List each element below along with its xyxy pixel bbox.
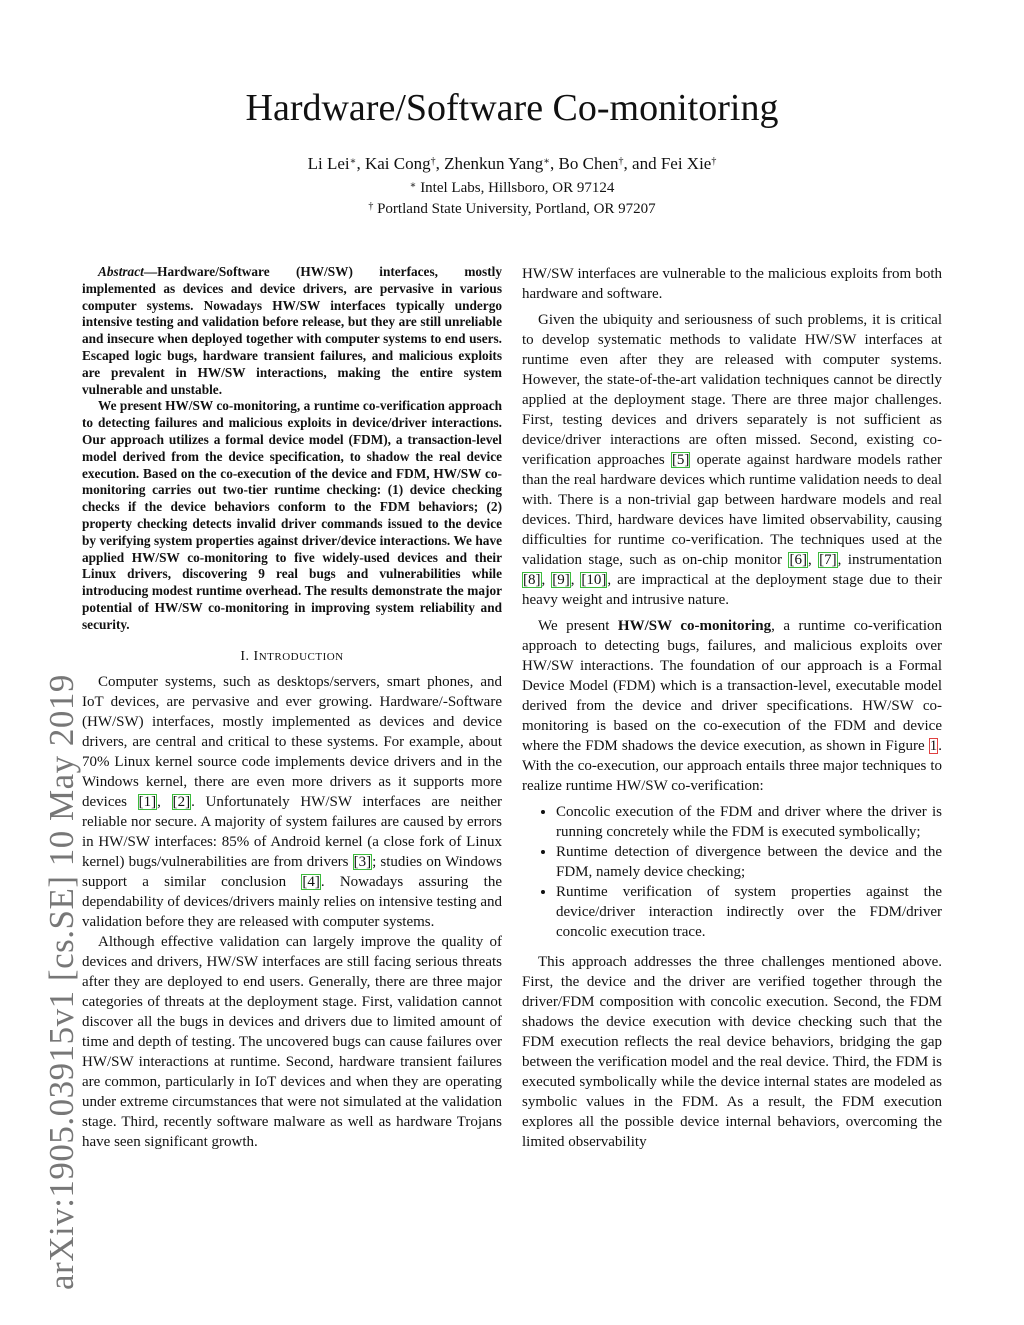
author-separator: , (356, 154, 365, 173)
author-name: Fei Xie (660, 154, 712, 173)
author-mark: † (618, 156, 624, 167)
text-run: . Unfortunately HW/SW interfaces are neither reliable nor secure. A majority of system failures are caused by errors in HW/SW interfaces: 85% of Android kernel (a close fork of Linux kernel) bugs/vulnerabilities are from drivers (82, 793, 503, 870)
text-run: , (157, 793, 172, 810)
citation-link-9[interactable]: [9] (552, 572, 570, 588)
text-run: , are impractical at the deployment stage due to their heavy weight and intrusive nature. (522, 572, 943, 608)
author-name: Kai Cong (364, 154, 431, 173)
list-item: • Concolic execution of the FDM and driver where the driver is running concretely while the FDM is executed symbolically; (556, 802, 942, 842)
text-run: ; studies on Windows support a similar conclusion (82, 853, 502, 890)
text-run: , instrumentation (837, 552, 942, 568)
text-run: , (807, 552, 819, 568)
affiliation-psu (0, 199, 1024, 219)
abstract-dash: — (143, 264, 158, 279)
author-separator: , and (623, 154, 661, 173)
abstract-paragraph-2: We present HW/SW co-monitoring, a runtime co-verification approach to detecting failures and malicious exploits in device/driver interactions. Our approach utilizes a formal device model (FDM), a transaction-level model derived from the device specification, to shadow the real device execution. Based on the co-execution of the device and FDM, HW/SW co-monitoring carries out two-tier runtime checking: (1) device checking checks if the device behaviors conform to the FDM behaviors; (2) property checking detects invalid driver commands issued to the device by verifying system properties against driver/device interactions. We have applied HW/SW co-monitoring to five widely-used devices and their Linux drivers, discovering 9 real bugs and vulnerabilities while introducing modest runtime overhead. The results demonstrate the major potential of HW/SW co-monitoring in improving system reliability and security. (82, 398, 502, 632)
text-run: Given the ubiquity and seriousness of such problems, it is critical to develop systematic methods to validate HW/SW interfaces at runtime even after they are released with computer systems. However, the state-of-the-art validation techniques cannot be directly applied at the deployment stage. There are three major challenges. First, testing devices and drivers separately is not sufficient as device/driver interactions are often missed. Second, existing co-verification approaches (522, 312, 942, 468)
arxiv-identifier: arXiv:1905.03915v1 [cs.SE] 10 May 2019 (42, 674, 81, 1290)
text-run: , a runtime co-verification approach to detecting bugs, failures, and malicious exploits over HW/SW interactions. The foundation of our approach is a Formal Device Model (FDM) which is a transaction-level, executable model derived from the device and driver specifications. HW/SW co-monitoring is based on the co-execution of the FDM and device where the FDM shadows the device execution, as shown in Figure (522, 618, 942, 754)
arxiv-sidebar (14, 340, 81, 1290)
text-run: We present (538, 618, 618, 634)
citation-link-1[interactable]: [1] (138, 793, 157, 810)
intro-paragraph-2: Although effective validation can largely improve the quality of devices and drivers, HW/SW interfaces are still facing serious threats after they are deployed to end users. Generally, there are three major categories of threats at the deployment stage. First, validation cannot discover all the bugs in devices and drivers due to limited amount of time and depth of testing. The uncovered bugs can cause failures over HW/SW interactions at runtime. Second, hardware transient failures are common, particularly in IoT devices and when they are operating under extreme circumstances that were not simulated at the validation stage. Third, recently software malware as well as hardware Trojans have seen significant growth. (82, 933, 502, 1150)
section-title-rest: NTRODUCTION (258, 650, 344, 663)
citation-link-4[interactable]: [4] (302, 873, 320, 890)
technique-list (522, 802, 942, 942)
text-run: . With the co-execution, our approach entails three major techniques to realize runtime HW/SW co-verification: (522, 738, 942, 794)
citation-link-2[interactable]: [2] (172, 793, 191, 810)
abstract-label: Abstract (98, 264, 144, 279)
figure-reference-link[interactable]: 1 (929, 738, 938, 754)
author-name: Zhenkun Yang (444, 154, 544, 173)
author-mark: † (430, 156, 436, 167)
author-separator: , (435, 154, 445, 173)
citation-link-3[interactable]: [3] (353, 853, 372, 870)
citation-link-7[interactable]: [7] (819, 552, 837, 568)
paper-title: Hardware/Software Co-monitoring (245, 87, 779, 129)
affiliation-text: Portland State University, Portland, OR 97207 (373, 201, 656, 217)
abstract-text-1: Hardware/Software (HW/SW) interfaces, mostly implemented as devices and device drivers, are pervasive in various computer systems. Nowadays HW/SW interfaces typically undergo intensive testing and validation before release, but they are still unreliable and insecure when deployed together with computer systems to end users. Escaped logic bugs, hardware transient failures, and malicious exploits are prevalent in HW/SW interactions, making the entire system vulnerable and unstable. (82, 264, 502, 397)
list-item: • Runtime verification of system properties against the device/driver interaction indirectly over the FDM/driver concolic execution trace. (556, 882, 942, 942)
author-name: Li Lei (307, 154, 350, 173)
citation-link-8[interactable]: [8] (523, 572, 541, 588)
author-name: Bo Chen (558, 154, 619, 173)
author-list (0, 153, 1024, 175)
affiliation-intel (0, 178, 1024, 198)
list-item: • Runtime detection of divergence between the device and the FDM, namely device checking; (556, 842, 942, 882)
text-run: Computer systems, such as desktops/servers, smart phones, and IoT devices, are pervasive and ever growing. Hardware/-Software (HW/SW) interfaces, mostly implemented as devices and device drivers, are central and critical to these systems. For example, about 70% Linux kernel source code implements device drivers and in the Windows kernel, there are even more drivers as it supports more devices (82, 673, 502, 810)
section-first-letter: I (253, 648, 259, 664)
author-separator: , (550, 154, 559, 173)
section-heading-introduction (82, 648, 502, 666)
intro-paragraph-continued: HW/SW interfaces are vulnerable to the malicious exploits from both hardware and software. (522, 266, 942, 302)
author-mark: † (711, 156, 717, 167)
author-mark: ∗ (349, 156, 357, 167)
text-run: operate against hardware models rather than the real hardware devices which runtime validation needs to deal with. There is a non-trivial gap between hardware models and real devices. Third, hardware devices have limited observability, causing difficulties for runtime co-verification. The techniques used at the validation stage, such as on-chip monitor (522, 452, 942, 568)
intro-paragraph-4 (522, 616, 942, 796)
abstract-paragraph-1 (82, 264, 502, 398)
citation-link-10[interactable]: [10] (581, 572, 607, 588)
left-column (82, 264, 502, 1152)
citation-link-5[interactable]: [5] (671, 452, 690, 468)
intro-paragraph-3 (522, 310, 942, 610)
intro-paragraph-1 (82, 672, 502, 932)
text-run: . Nowadays assuring the dependability of devices/drivers mainly relies on intensive testing and validation before they are released with computer systems. (82, 873, 503, 930)
citation-link-6[interactable]: [6] (789, 552, 807, 568)
text-run: , (570, 572, 581, 588)
author-mark: ∗ (543, 156, 551, 167)
affiliation-mark: ∗ (409, 180, 417, 191)
intro-paragraph-5: This approach addresses the three challenges mentioned above. First, the device and the driver are verified together through the driver/FDM composition with concolic execution. Second, the FDM shadows the device execution with device checking such that the FDM execution reflects the real device behaviors, bridging the gap between the verification model and the real device. Third, the FDM is executed symbolically while the device internal states are modeled as symbolic values in the FDM. As a result, the FDM execution explores all the possible device internal behaviors, overcoming the limited observability (522, 954, 942, 1150)
affiliation-text: Intel Labs, Hillsboro, OR 97124 (416, 180, 615, 196)
affiliation-mark: † (368, 201, 374, 212)
section-numeral: I. (240, 648, 254, 664)
right-column (522, 264, 942, 1152)
text-run: , (541, 572, 552, 588)
emphasis-term: HW/SW co-monitoring (617, 618, 772, 634)
